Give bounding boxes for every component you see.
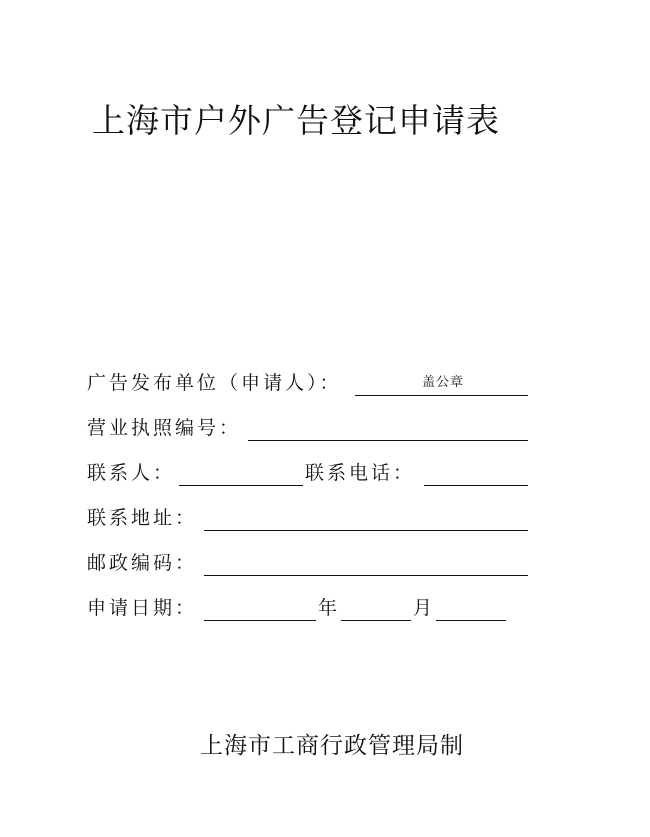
license-field[interactable]: [248, 440, 528, 441]
address-field[interactable]: [204, 530, 528, 531]
address-label: 联系地址：: [87, 507, 198, 529]
issuing-authority: 上海市工商行政管理局制: [200, 733, 464, 759]
contact-field[interactable]: [179, 485, 303, 486]
phone-field[interactable]: [424, 485, 528, 486]
document-title: 上海市户外广告登记申请表: [92, 101, 500, 140]
phone-label: 联系电话：: [305, 462, 416, 484]
postcode-field[interactable]: [204, 575, 528, 576]
publisher-row: [87, 368, 537, 398]
year-label: 年: [318, 597, 341, 619]
publisher-label: 广告发布单位（申请人）：: [87, 372, 342, 394]
stamp-hint: 盖公章: [422, 375, 465, 390]
license-label: 营业执照编号：: [87, 417, 242, 439]
license-row: [87, 413, 537, 443]
month-field[interactable]: [341, 620, 411, 621]
postcode-label: 邮政编码：: [87, 552, 198, 574]
day-field[interactable]: [436, 620, 506, 621]
date-label: 申请日期：: [87, 597, 198, 619]
address-row: [87, 503, 537, 533]
date-row: [87, 593, 537, 623]
year-field[interactable]: [204, 620, 316, 621]
postcode-row: [87, 548, 537, 578]
contact-row: [87, 458, 537, 488]
month-label: 月: [413, 597, 436, 619]
contact-label: 联系人：: [87, 462, 176, 484]
publisher-field[interactable]: [355, 395, 528, 396]
